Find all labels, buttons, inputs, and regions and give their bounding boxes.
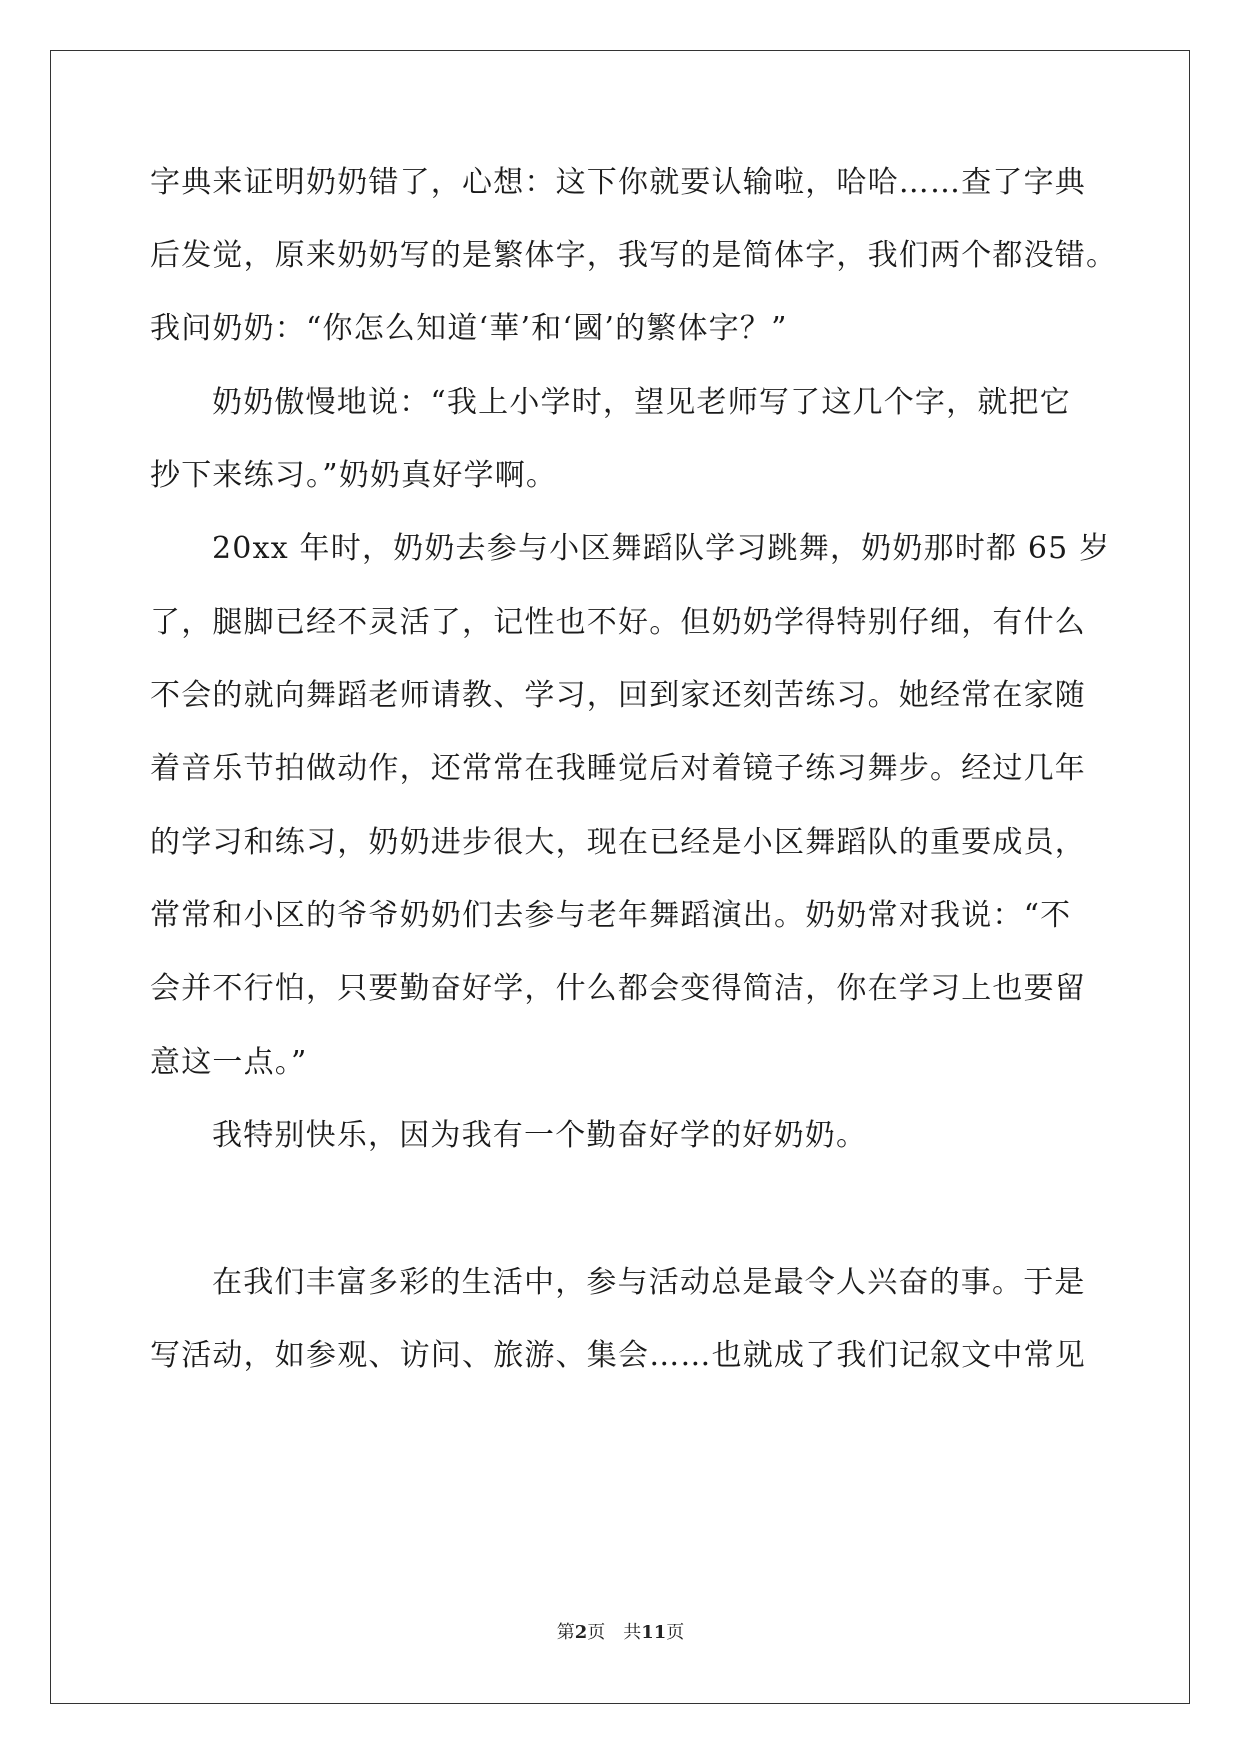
page-footer	[0, 1621, 1241, 1645]
text-line: 奶奶傲慢地说：“我上小学时，望见老师写了这几个字，就把它	[212, 385, 1071, 420]
text-line: 不会的就向舞蹈老师请教、学习，回到家还刻苦练习。她经常在家随	[150, 678, 1086, 713]
text-line: 着音乐节拍做动作，还常常在我睡觉后对着镜子练习舞步。经过几年	[150, 751, 1086, 786]
text-line: 后发觉，原来奶奶写的是繁体字，我写的是简体字，我们两个都没错。	[150, 238, 1118, 273]
footer-prefix: 第	[556, 1622, 575, 1643]
footer-total-prefix: 共	[623, 1622, 642, 1643]
total-page-count: 11	[641, 1622, 667, 1643]
text-line: 在我们丰富多彩的生活中，参与活动总是最令人兴奋的事。于是	[212, 1265, 1086, 1300]
text-line: 常常和小区的爷爷奶奶们去参与老年舞蹈演出。奶奶常对我说：“不	[150, 898, 1072, 933]
text-line: 写活动，如参观、访问、旅游、集会……也就成了我们记叙文中常见	[150, 1338, 1086, 1373]
footer-total-suffix: 页	[666, 1622, 685, 1643]
text-line: 字典来证明奶奶错了，心想：这下你就要认输啦，哈哈……查了字典	[150, 165, 1086, 200]
text-line: 我特别快乐，因为我有一个勤奋好学的好奶奶。	[212, 1118, 868, 1153]
text-line: 抄下来练习。”奶奶真好学啊。	[150, 458, 558, 493]
text-line: 会并不行怕，只要勤奋好学，什么都会变得简洁，你在学习上也要留	[150, 971, 1086, 1006]
text-line: 我问奶奶：“你怎么知道‘華’和‘國’的繁体字？”	[150, 311, 788, 346]
page-border	[50, 50, 1190, 1704]
footer-page-suffix: 页	[587, 1622, 606, 1643]
current-page-number: 2	[574, 1622, 588, 1643]
text-line: 20xx 年时，奶奶去参与小区舞蹈队学习跳舞，奶奶那时都 65 岁	[212, 531, 1111, 566]
text-line: 意这一点。”	[150, 1045, 308, 1080]
text-line: 了，腿脚已经不灵活了，记性也不好。但奶奶学得特别仔细，有什么	[150, 605, 1086, 640]
text-line: 的学习和练习，奶奶进步很大，现在已经是小区舞蹈队的重要成员，	[150, 825, 1086, 860]
